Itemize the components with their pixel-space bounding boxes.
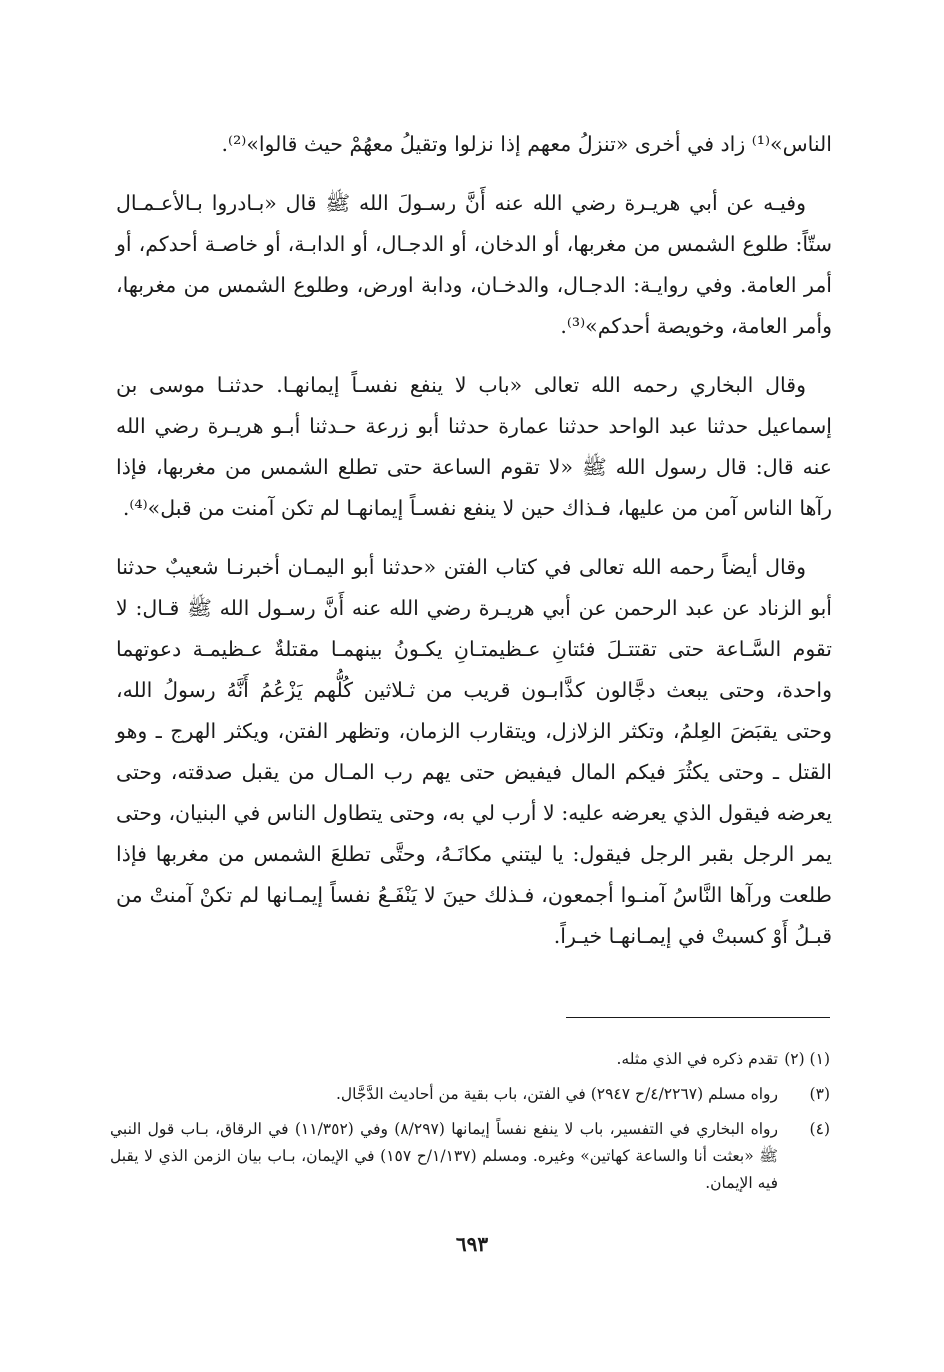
- footnote-item: [110, 1116, 830, 1197]
- footnote-text: رواه مسلم (٤/٢٢٦٧/ح ٢٩٤٧) في الفتن، باب بقية من أحاديث الدَّجَّال.: [335, 1085, 778, 1103]
- footnote-number: (٣): [809, 1085, 830, 1103]
- paragraph-abu-hurayra: وفيـه عن أبي هريـرة رضي الله عنه أَنَّ رسـولَ الله ﷺ قال «بـادروا بـالأعـمـال ستّاً: طلوع الشمس من مغربها، أو الدخان، أو الدجـال، أو الدابـة، أو خاصـة أحدكم، أو أمر العامة. وفي روايـة: الدجـال، والدخـان، ودابة اورض، وطلوع الشمس من مغربها، وأمر العامة، وخويصة أحدكم»⁽³⁾.: [116, 191, 832, 338]
- footnotes: [110, 1046, 830, 1205]
- footnote-text: تقدم ذكره في الذي مثله.: [616, 1050, 778, 1068]
- main-text: [116, 124, 832, 975]
- footnote-number: (١) (٢): [784, 1050, 830, 1068]
- paragraph-continuation: الناس»⁽¹⁾ زاد في أخرى «تنزلُ معهم إذا نزلوا وتقيلُ معهُمْ حيث قالوا»⁽²⁾.: [221, 132, 832, 156]
- paragraph-bukhari-iman: وقال البخاري رحمه الله تعالى «باب لا ينفع نفسـاً إيمانهـا. حدثنـا موسى بن إسماعيل حدثنا عبد الواحد حدثنا عمارة حدثنا أبو زرعة حـدثنا أبـو هريـرة رضي الله عنه قال: قال رسول الله ﷺ «لا تقوم الساعة حتى تطلع الشمس من مغربها، فإذا رآها الناس آمن من عليها، فـذاك حين لا ينفع نفسـاً إيمانهـا لم تكن آمنت من قبل»⁽⁴⁾.: [116, 373, 832, 520]
- page-number: ٦٩٣: [455, 1232, 489, 1256]
- footnote-divider: [566, 1017, 830, 1018]
- footnote-item: [110, 1081, 830, 1108]
- footnote-number: (٤): [809, 1120, 830, 1138]
- footnote-item: [110, 1046, 830, 1073]
- footnote-text: رواه البخاري في التفسير، باب لا ينفع نفساً إيمانها (٨/٢٩٧) وفي (١١/٣٥٢) في الرقاق، بـاب قول النبي ﷺ «بعثت أنا والساعة كهاتين» وغيره. ومسلم (١/١٣٧/ح ١٥٧) في الإيمان، بـاب بيان الزمن الذي لا يقبل فيه الإيمان.: [110, 1120, 779, 1192]
- paragraph-bukhari-fitan: وقال أيضاً رحمه الله تعالى في كتاب الفتن «حدثنا أبو اليمـان أخبرنـا شعيبٌ حدثنا أبو الزناد عن عبد الرحمن عن أبي هريـرة رضي الله عنه أَنَّ رسـول الله ﷺ قـال: لا تقوم السَّـاعة حتى تقتتـلَ فئتانِ عـظيمتـانِ يكـونُ بينهمـا مقتلةٌ عـظيمـة دعوتهما واحدة، وحتى يبعث دجَّالون كذَّابـون قريب من ثـلاثين كُلُّهم يَزْعُمُ أَنَّهُ رسولُ الله، وحتى يقبَضَ العِلمُ، وتكثر الزلازل، ويتقارب الزمان، وتظهر الفتن، ويكثر الهرج ـ وهو القتل ـ وحتى يكثُرَ فيكم المال فيفيض حتى يهم رب المـال من يقبل صدقته، وحتى يعرضه فيقول الذي يعرضه عليه: لا أرب لي به، وحتى يتطاول الناس في البنيان، وحتى يمر الرجل بقبر الرجل فيقول: يا ليتني مكانَـهُ، وحتَّى تطلعَ الشمس من مغربها فإذا طلعت ورآها النَّاسُ آمنـوا أجمعون، فـذلك حينَ لا يَنْفَـعُ نفساً إيمـانها لم تكنْ آمنتْ من قبـلُ أَوْ كسبتْ في إيمـانهـا خيـراً.: [116, 555, 832, 948]
